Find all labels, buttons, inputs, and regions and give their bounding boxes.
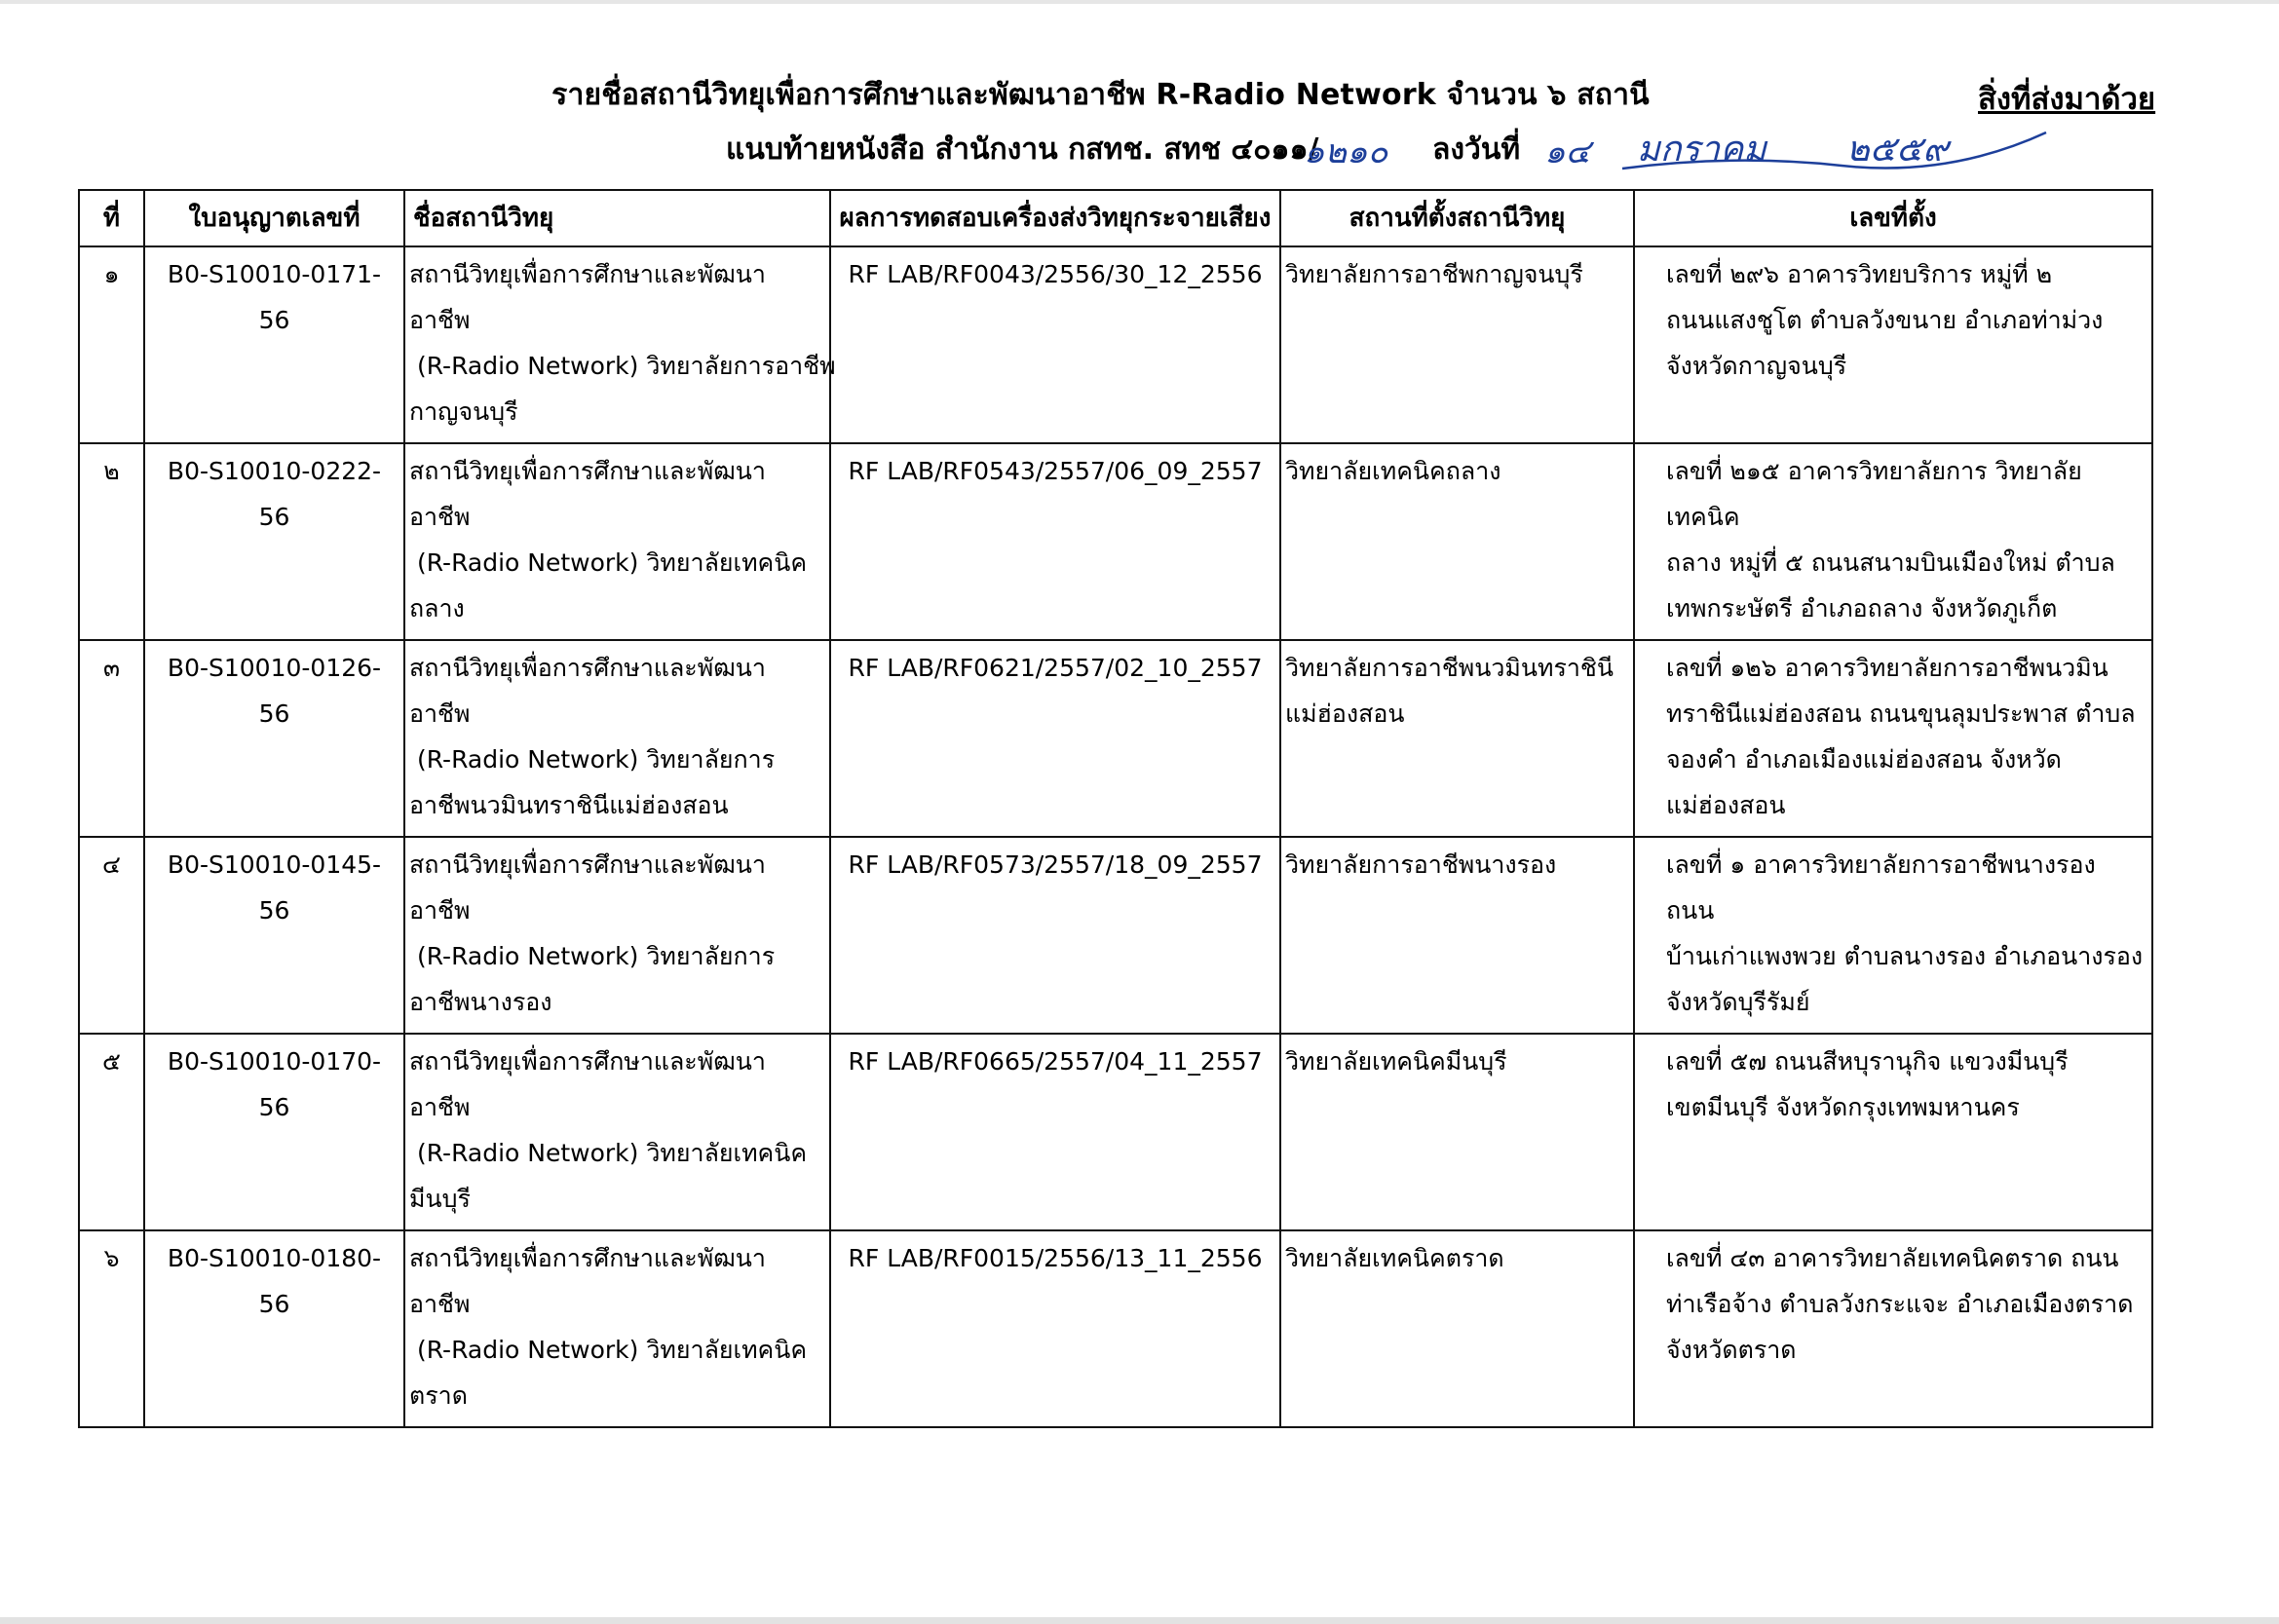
test-result: RF LAB/RF0665/2557/04_11_2557 (830, 1034, 1280, 1230)
test-result: RF LAB/RF0621/2557/02_10_2557 (830, 640, 1280, 837)
license-number: B0-S10010-0180-56 (144, 1230, 404, 1427)
test-result: RF LAB/RF0043/2556/30_12_2556 (830, 246, 1280, 443)
station-address: เลขที่ ๑ อาคารวิทยาลัยการอาชีพนางรอง ถนน บ้านเก่าแพงพวย ตำบลนางรอง อำเภอนางรอง จังหวัดบุรีรัมย์ (1634, 837, 2152, 1034)
test-result: RF LAB/RF0015/2556/13_11_2556 (830, 1230, 1280, 1427)
station-name: สถานีวิทยุเพื่อการศึกษาและพัฒนาอาชีพ (R-Radio Network) วิทยาลัยเทคนิค ตราด (404, 1230, 830, 1427)
column-header-no: ที่ (79, 190, 144, 246)
document-reference: แนบท้ายหนังสือ สำนักงาน กสทช. สทช ๔๐๑๑/ (726, 132, 1319, 167)
column-header-license: ใบอนุญาตเลขที่ (144, 190, 404, 246)
handwriting-flourish (1617, 115, 2066, 183)
station-name: สถานีวิทยุเพื่อการศึกษาและพัฒนาอาชีพ (R-Radio Network) วิทยาลัยการ อาชีพนางรอง (404, 837, 830, 1034)
handwritten-document-number: ๑๒๑๐ (1304, 132, 1388, 171)
row-number: ๑ (79, 246, 144, 443)
station-site: วิทยาลัยเทคนิคถลาง (1280, 443, 1634, 640)
station-site: วิทยาลัยเทคนิคตราด (1280, 1230, 1634, 1427)
column-header-address: เลขที่ตั้ง (1634, 190, 2152, 246)
station-address: เลขที่ ๔๓ อาคารวิทยาลัยเทคนิคตราด ถนน ท่าเรือจ้าง ตำบลวังกระแจะ อำเภอเมืองตราด จังหวัดตราด (1634, 1230, 2152, 1427)
station-address: เลขที่ ๕๗ ถนนสีหบุรานุกิจ แขวงมีนบุรี เขตมีนบุรี จังหวัดกรุงเทพมหานคร (1634, 1034, 2152, 1230)
station-name: สถานีวิทยุเพื่อการศึกษาและพัฒนาอาชีพ (R-Radio Network) วิทยาลัยเทคนิค มีนบุรี (404, 1034, 830, 1230)
license-number: B0-S10010-0126-56 (144, 640, 404, 837)
page-edge-bottom (0, 1617, 2279, 1624)
table-row (79, 246, 2152, 443)
license-number: B0-S10010-0145-56 (144, 837, 404, 1034)
license-number: B0-S10010-0170-56 (144, 1034, 404, 1230)
license-number: B0-S10010-0222-56 (144, 443, 404, 640)
radio-station-table (78, 189, 2153, 1428)
row-number: ๓ (79, 640, 144, 837)
test-result: RF LAB/RF0573/2557/18_09_2557 (830, 837, 1280, 1034)
handwritten-day: ๑๔ (1544, 132, 1591, 171)
column-header-site: สถานที่ตั้งสถานีวิทยุ (1280, 190, 1634, 246)
station-address: เลขที่ ๑๒๖ อาคารวิทยาลัยการอาชีพนวมิน ทราชินีแม่ฮ่องสอน ถนนขุนลุมประพาส ตำบล จองคำ อำเภอเมืองแม่ฮ่องสอน จังหวัด แม่ฮ่องสอน (1634, 640, 2152, 837)
document-title: รายชื่อสถานีวิทยุเพื่อการศึกษาและพัฒนาอาชีพ R-Radio Network จำนวน ๖ สถานี (551, 78, 1650, 112)
row-number: ๖ (79, 1230, 144, 1427)
handwritten-year: ๒๕๕๙ (1846, 130, 1949, 170)
enclosure-label: สิ่งที่ส่งมาด้วย (1978, 82, 2156, 117)
table-header-row (79, 190, 2152, 246)
column-header-station-name: ชื่อสถานีวิทยุ (404, 190, 830, 246)
station-site: วิทยาลัยการอาชีพนางรอง (1280, 837, 1634, 1034)
station-name: สถานีวิทยุเพื่อการศึกษาและพัฒนาอาชีพ (R-Radio Network) วิทยาลัยการอาชีพ กาญจนบุรี (404, 246, 830, 443)
test-result: RF LAB/RF0543/2557/06_09_2557 (830, 443, 1280, 640)
license-number: B0-S10010-0171-56 (144, 246, 404, 443)
row-number: ๕ (79, 1034, 144, 1230)
station-address: เลขที่ ๒๙๖ อาคารวิทยบริการ หมู่ที่ ๒ ถนนแสงชูโต ตำบลวังขนาย อำเภอท่าม่วง จังหวัดกาญจนบุรี (1634, 246, 2152, 443)
row-number: ๒ (79, 443, 144, 640)
station-site: วิทยาลัยเทคนิคมีนบุรี (1280, 1034, 1634, 1230)
station-site: วิทยาลัยการอาชีพกาญจนบุรี (1280, 246, 1634, 443)
column-header-test-result: ผลการทดสอบเครื่องส่งวิทยุกระจายเสียง (830, 190, 1280, 246)
table-row (79, 837, 2152, 1034)
table-row (79, 443, 2152, 640)
station-address: เลขที่ ๒๑๕ อาคารวิทยาลัยการ วิทยาลัยเทคนิค ถลาง หมู่ที่ ๕ ถนนสนามบินเมืองใหม่ ตำบล เทพกระษัตรี อำเภอถลาง จังหวัดภูเก็ต (1634, 443, 2152, 640)
table-row (79, 1230, 2152, 1427)
page-edge-top (0, 0, 2279, 4)
handwritten-month: มกราคม (1637, 130, 1766, 170)
table-row (79, 640, 2152, 837)
date-label: ลงวันที่ (1432, 132, 1521, 167)
station-name: สถานีวิทยุเพื่อการศึกษาและพัฒนาอาชีพ (R-Radio Network) วิทยาลัยเทคนิค ถลาง (404, 443, 830, 640)
station-name: สถานีวิทยุเพื่อการศึกษาและพัฒนาอาชีพ (R-Radio Network) วิทยาลัยการ อาชีพนวมินทราชินีแม่ฮ่องสอน (404, 640, 830, 837)
table-row (79, 1034, 2152, 1230)
station-site: วิทยาลัยการอาชีพนวมินทราชินี แม่ฮ่องสอน (1280, 640, 1634, 837)
row-number: ๔ (79, 837, 144, 1034)
